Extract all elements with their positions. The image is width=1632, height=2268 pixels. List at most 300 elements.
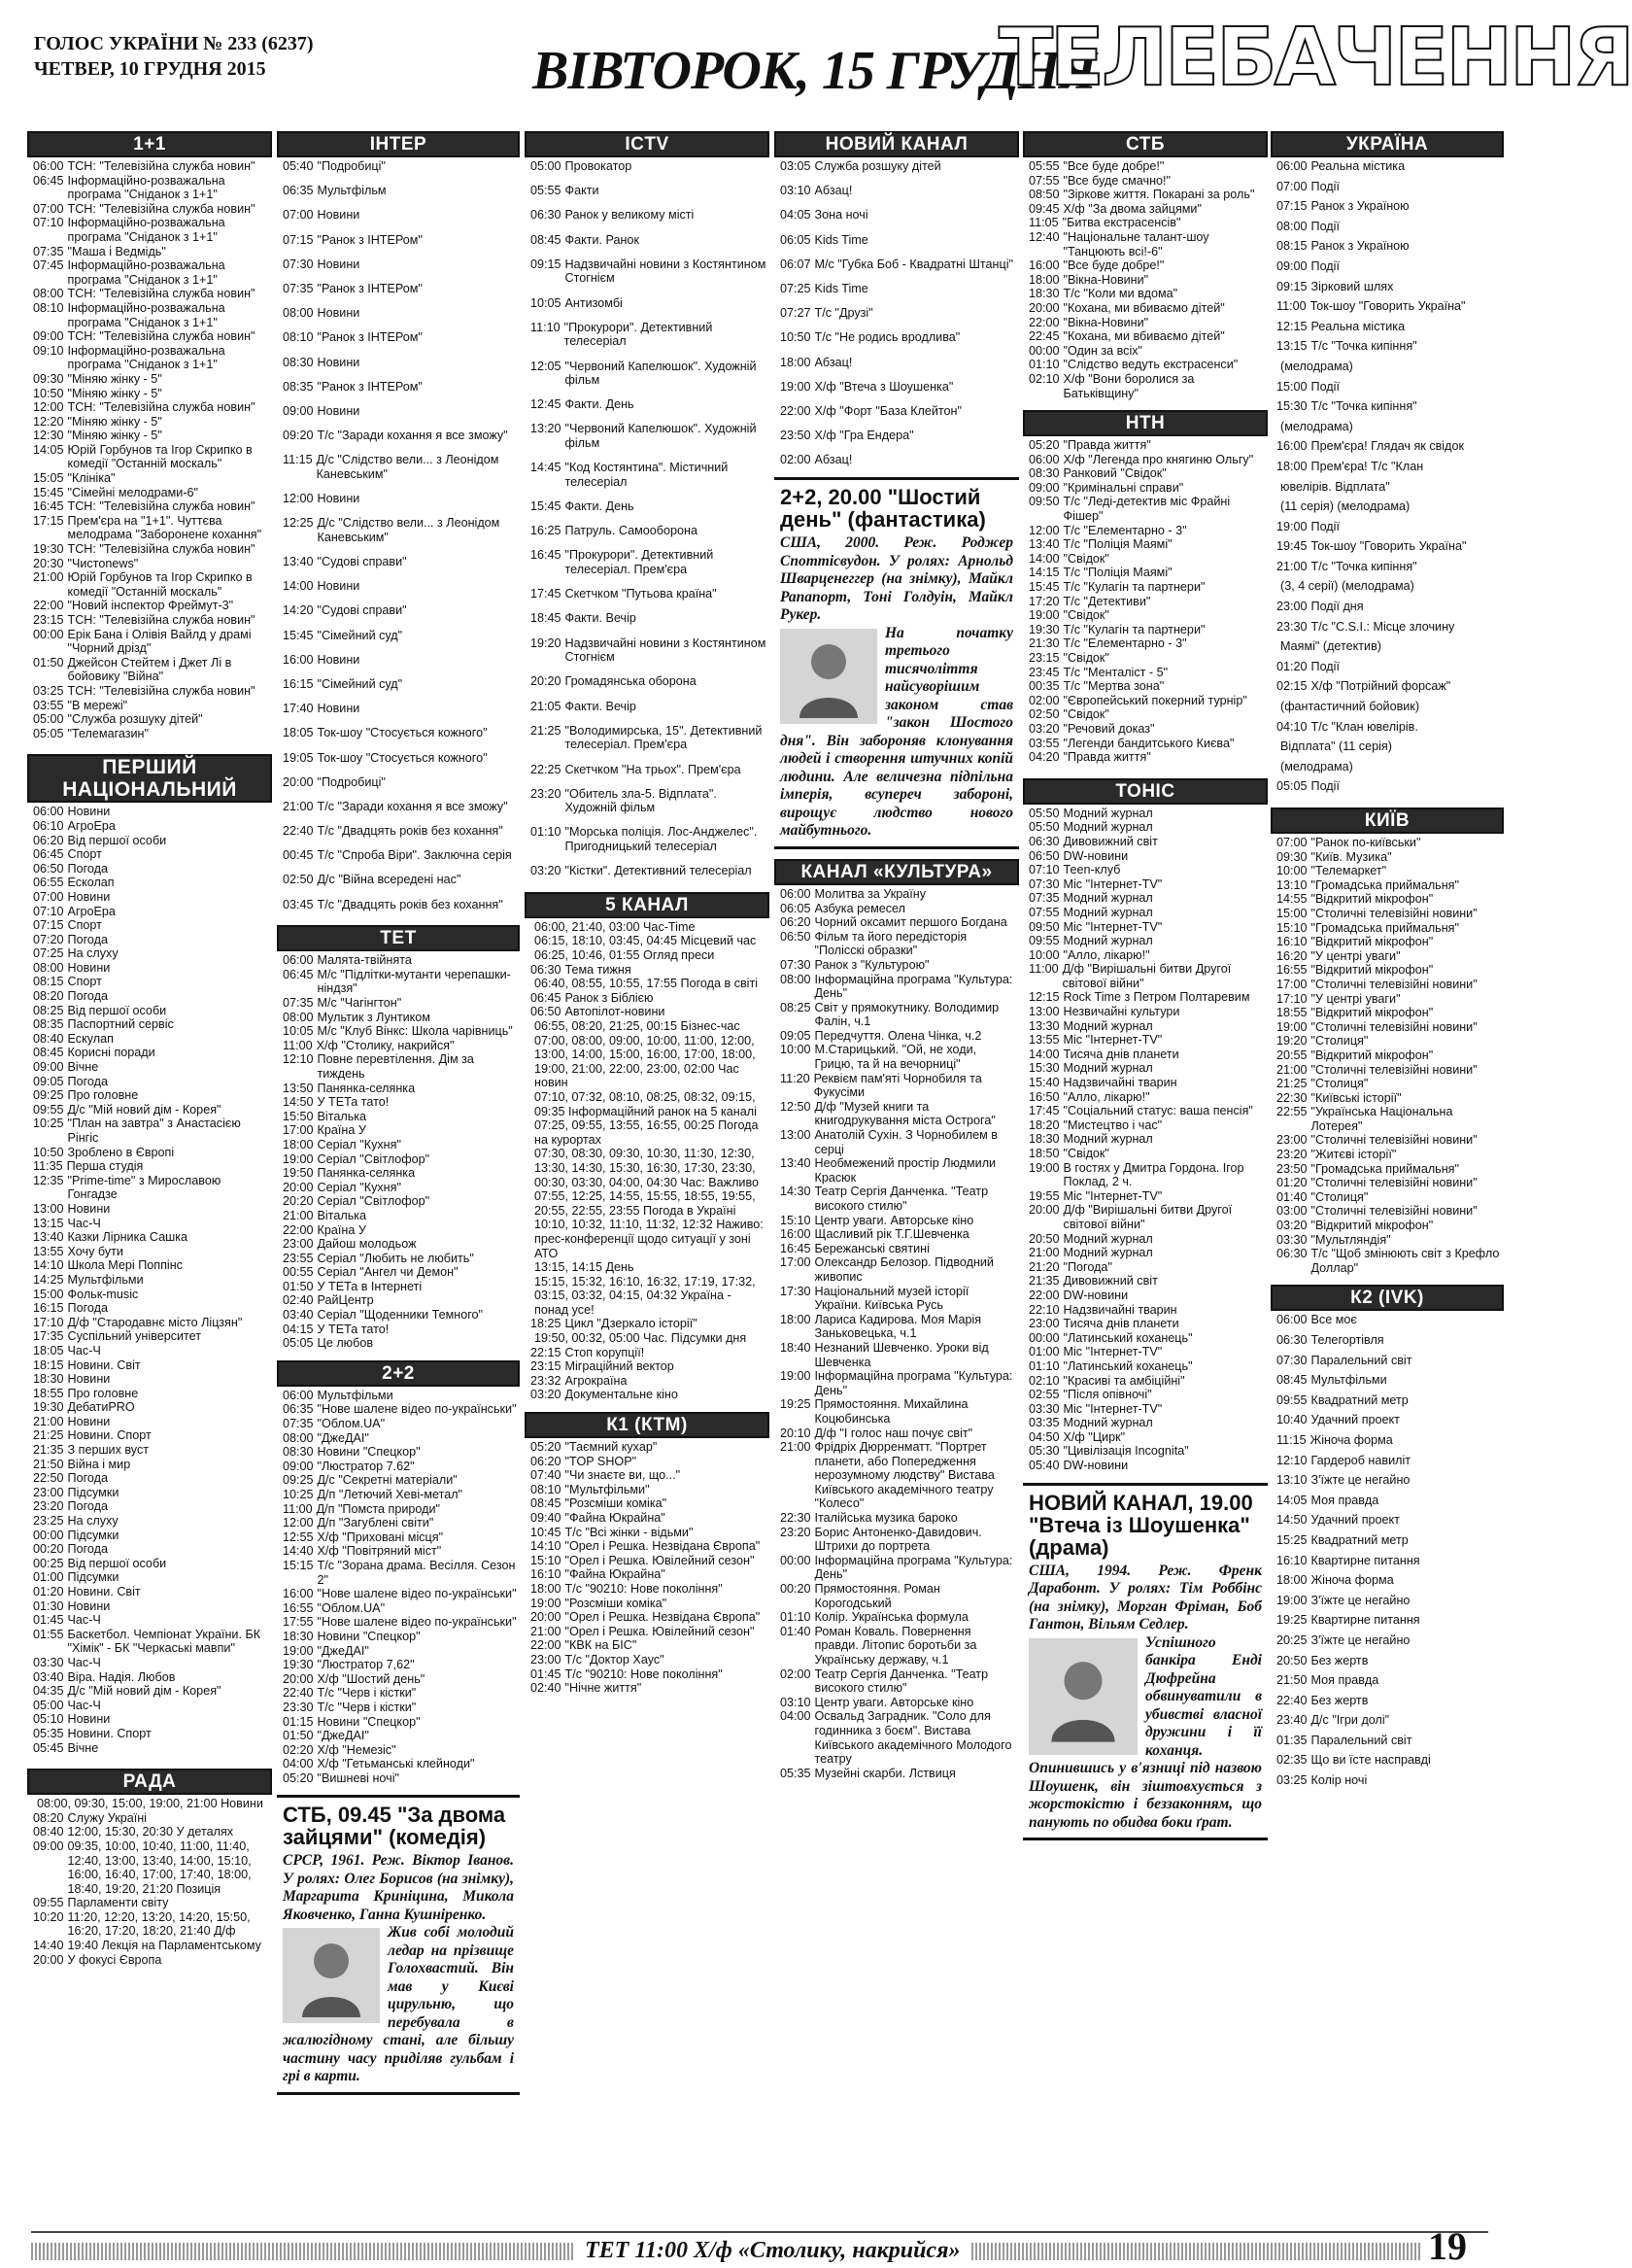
schedule-row (283, 726, 518, 740)
schedule-title: Антизомбі (564, 295, 623, 310)
schedule-row (780, 1511, 1017, 1526)
schedule-row (780, 1397, 1017, 1426)
schedule-row (33, 1017, 270, 1032)
schedule-row (1029, 1374, 1266, 1389)
schedule-title: "Чи знаєте ви, що..." (564, 1468, 681, 1483)
schedule-time: 14:45 (530, 461, 561, 475)
schedule-row (1276, 460, 1502, 474)
schedule-row (1029, 920, 1266, 935)
schedule-title: Модний журнал (1063, 1231, 1153, 1246)
schedule-time: 13:55 (1029, 1033, 1060, 1048)
schedule-row (530, 296, 767, 311)
channel-header: УКРАЇНА (1271, 131, 1504, 157)
schedule-row (780, 1128, 1017, 1156)
schedule-time: 19:05 (283, 750, 314, 765)
schedule-row (33, 1797, 270, 1811)
schedule-row (283, 579, 518, 594)
schedule-row (780, 902, 1017, 916)
schedule-row (283, 555, 518, 569)
schedule-time: 21:00 (780, 1440, 811, 1455)
schedule-title: "Громадська приймальня" (1310, 920, 1459, 935)
issue-line: ГОЛОС УКРАЇНИ № 233 (6237) (34, 33, 314, 54)
schedule-time: 10:00 (1276, 864, 1308, 878)
schedule-time: 08:45 (1276, 1373, 1308, 1388)
schedule-title: Надзвичайні новини з Костянтином Стогнієм (564, 636, 766, 665)
page-footer (31, 2231, 1488, 2268)
schedule-title: Реальна містика (1310, 319, 1406, 333)
schedule-row (283, 380, 518, 395)
schedule-time: 13:00 (780, 1128, 811, 1143)
schedule-title: Лариса Кадирова. Моя Марія Заньковецька, ч.1 (814, 1312, 982, 1341)
schedule-time: 08:20 (33, 989, 64, 1004)
schedule-time: 08:40 (33, 1031, 64, 1046)
schedule-row (33, 1301, 270, 1316)
schedule-time: 13:20 (530, 422, 561, 436)
schedule-title: Серіал "Любить не любить" (317, 1251, 474, 1265)
schedule-title: Д/ф "Вирішальні битви Другої світової війни" (1062, 962, 1232, 990)
schedule-time: 06:45 (283, 967, 314, 981)
schedule-row (1276, 1063, 1502, 1078)
schedule-time: 05:30 (1029, 1444, 1060, 1459)
schedule-title: "У центрі уваги" (1310, 948, 1401, 963)
schedule-row (530, 1511, 767, 1526)
schedule-row (1276, 1753, 1502, 1768)
schedule-title: Д/ф "Стародавнє місто Ліцзян" (67, 1315, 243, 1329)
schedule-time: 11:00 (283, 1038, 313, 1052)
schedule-time: 06:45 (33, 847, 64, 862)
schedule-title: Абзац! (814, 355, 853, 369)
schedule-title: Що ви їсте насправді (1310, 1753, 1431, 1768)
schedule-row (530, 920, 767, 935)
schedule-title: Підсумки (67, 1570, 119, 1585)
schedule-title: Х/ф "За двома зайцями" (1063, 201, 1202, 216)
schedule-time: 01:10 (780, 1610, 811, 1625)
schedule-list (1023, 157, 1268, 400)
schedule-row (1276, 1413, 1502, 1427)
schedule-row (780, 973, 1017, 1001)
schedule-title: Т/с "Коли ми вдома" (1063, 287, 1178, 301)
schedule-title: Паралельний світ (1310, 1353, 1412, 1367)
schedule-row (530, 321, 767, 349)
schedule-time: 10:25 (283, 1488, 314, 1501)
schedule-title: "Червоний Капелюшок". Художній фільм (564, 359, 757, 388)
schedule-title: "Національне талант-шоу "Танцюють всі!-6" (1063, 229, 1209, 258)
schedule-row (1276, 360, 1502, 374)
schedule-time: 14:55 (1276, 892, 1308, 907)
schedule-title: У ТЕТа тато! (317, 1322, 390, 1336)
schedule-row (780, 356, 1017, 370)
schedule-time: 08:30 (283, 1445, 314, 1460)
schedule-title: Д/с "Ігри долі" (1310, 1713, 1390, 1728)
schedule-row (780, 887, 1017, 902)
announcement-synopsis: На початку третього тисячоліття найсуворішим законом став "закон Шостого дня". Він забороняв клонування людей і створення штучних копій людини. Але величезна підпільна імперія, всупереч забороні, вирощує людство нового майбутнього. (780, 624, 1013, 840)
schedule-row (33, 329, 270, 344)
schedule-time: 12:00 (1029, 523, 1060, 537)
schedule-title: Хочу бути (67, 1244, 123, 1258)
schedule-row (283, 1024, 518, 1039)
schedule-time: 03:10 (780, 1695, 811, 1709)
schedule-time: 06:00 (1276, 159, 1308, 173)
schedule-time: 07:30 (780, 957, 811, 972)
schedule-row (33, 1004, 270, 1018)
channel-block-2plus2 (277, 1360, 520, 1786)
schedule-time: 19:50 (283, 1166, 314, 1181)
schedule-row (530, 1388, 767, 1402)
schedule-time: 06:00 (283, 1388, 314, 1402)
schedule-title: "Мультляндія" (1310, 1232, 1391, 1247)
schedule-title: Погода (67, 861, 108, 876)
schedule-title: Моя правда (1310, 1673, 1379, 1688)
schedule-row (530, 360, 767, 388)
schedule-title: Анатолій Сухін. З Чорнобилем в серці (814, 1128, 998, 1156)
schedule-row (1276, 1454, 1502, 1468)
schedule-time: 07:10 (33, 216, 64, 230)
schedule-title: Д/п "Летючий Хеві-метал" (317, 1488, 463, 1501)
schedule-title: Х/ф "Немезіс" (317, 1742, 396, 1757)
schedule-row (780, 1696, 1017, 1710)
schedule-row (283, 1293, 518, 1308)
schedule-row (780, 1156, 1017, 1185)
schedule-row (1276, 259, 1502, 274)
schedule-row (33, 1329, 270, 1344)
schedule-row (780, 1214, 1017, 1228)
schedule-time: 07:30 (1276, 1353, 1308, 1367)
schedule-row (1276, 1204, 1502, 1219)
schedule-time: 15:10 (1276, 920, 1308, 935)
schedule-title: Х/ф "Цирк" (1063, 1429, 1126, 1444)
schedule-title: "Прокурори". Детективний телесеріал. Прем'єра (564, 548, 714, 576)
schedule-title: "Українська Національна Лотерея" (1310, 1105, 1453, 1133)
schedule-row (33, 1486, 270, 1500)
schedule-title: 10:10, 10:32, 11:10, 11:32, 12:32 Наживо: прес-конференції щодо ситуації у зоні АТО (534, 1218, 764, 1260)
schedule-title: Ранок з Україною (1310, 199, 1410, 214)
schedule-row (33, 1387, 270, 1401)
schedule-title: 06:40, 08:55, 10:55, 17:55 Погода в світі (534, 977, 759, 991)
schedule-title: "Prime-time" з Мирославою Гонгадзе (67, 1173, 221, 1202)
schedule-row (283, 1502, 518, 1517)
schedule-row (780, 429, 1017, 443)
schedule-row (283, 1743, 518, 1758)
schedule-title: "У центрі уваги" (1310, 991, 1401, 1006)
schedule-title: Т/с "Заради кохання я все зможу" (317, 799, 508, 813)
schedule-time: 05:05 (1276, 779, 1308, 794)
schedule-row (1029, 1048, 1266, 1062)
schedule-title: "Файна Юкрайна" (564, 1511, 665, 1525)
schedule-time: 06:30 (530, 208, 561, 223)
schedule-time: 19:00 (1276, 519, 1308, 533)
schedule-row (1029, 863, 1266, 877)
schedule-time: 23:00 (530, 1652, 561, 1667)
schedule-time: 18:15 (33, 1357, 64, 1372)
schedule-row (1029, 258, 1266, 273)
schedule-title: Прем'єра! Глядач як свідок (1310, 439, 1464, 454)
schedule-title: Прем'єра! Т/с "Клан (1310, 459, 1424, 473)
schedule-title: М/с "Підлітки-мутанти черепашки-ніндзя" (317, 967, 511, 996)
schedule-title: 19:50, 00:32, 05:00 Час. Підсумки дня (534, 1331, 747, 1346)
schedule-time: 13:10 (1276, 1473, 1308, 1488)
schedule-time: 08:10 (283, 330, 314, 345)
announcement-synopsis: Жив собі молодий ледар на прізвище Голохвастий. Він мав у Києві цирульню, що перебувала в жалюгідному стані, але більшу частину часу приділяв гульбам і грі в карти. (283, 1924, 514, 2085)
schedule-time: 03:55 (1029, 736, 1060, 750)
schedule-time: 19:25 (1276, 1613, 1308, 1628)
schedule-time: 23:20 (33, 1499, 64, 1514)
schedule-time: 08:10 (530, 1482, 561, 1496)
schedule-time: 00:25 (33, 1556, 64, 1570)
schedule-time: 10:50 (780, 330, 811, 345)
schedule-row (33, 570, 270, 599)
schedule-row (530, 864, 767, 878)
schedule-row (33, 542, 270, 557)
schedule-time: 21:00 (283, 799, 314, 813)
schedule-title: Новини (317, 355, 360, 369)
schedule-title: "Ранок з ІНТЕРом" (317, 379, 423, 394)
schedule-title: Ранок з "Культурою" (814, 957, 930, 972)
schedule-time: 19:00 (283, 1151, 314, 1166)
channel-header: ICTV (525, 131, 769, 157)
schedule-row (1276, 1433, 1502, 1448)
schedule-row (283, 1389, 518, 1403)
schedule-title: Т/с "Зорана драма. Весілля. Сезон 2" (317, 1558, 516, 1587)
schedule-title: Д/п "Загублені світи" (317, 1516, 434, 1530)
schedule-row (780, 915, 1017, 930)
schedule-title: Міс "Інтернет-TV" (1063, 1188, 1163, 1203)
schedule-time: 10:05 (530, 295, 561, 310)
schedule-time: 03:20 (1029, 721, 1060, 736)
schedule-time: 18:25 (530, 1317, 561, 1331)
schedule-row (283, 702, 518, 716)
schedule-title: На слуху (67, 1514, 119, 1529)
schedule-row (530, 763, 767, 777)
schedule-row (780, 1029, 1017, 1044)
schedule-row (283, 1615, 518, 1630)
schedule-time: 21:00 (33, 570, 64, 585)
schedule-time: 22:45 (1029, 329, 1060, 344)
schedule-list (525, 918, 769, 1402)
schedule-time: 07:15 (283, 232, 314, 247)
schedule-time: 09:00 (1276, 258, 1308, 273)
schedule-title: Прямостояння. Михайлина Коцюбинська (814, 1397, 969, 1426)
schedule-row (33, 486, 270, 500)
schedule-row (283, 1701, 518, 1715)
schedule-row (530, 825, 767, 853)
schedule-row (1276, 1077, 1502, 1091)
announcement-synopsis: Успішного банкіра Енді Дюфрейна обвинуватили в убивстві власної дружини і її коханця. Опинившись у в'язниці під назвою Шоушенк, він зіштовхується з жорстокістю і беззаконням, що панують по обидва боки ґрат. (1029, 1633, 1262, 1831)
schedule-row (33, 1273, 270, 1288)
schedule-title: "Ранок з ІНТЕРом" (317, 281, 423, 295)
schedule-row (33, 1825, 270, 1839)
channel-header: ТОНІС (1023, 778, 1268, 805)
announcement-credits: СРСР, 1961. Реж. Віктор Іванов. У ролях: Олег Борисов (на знімку), Маргарита Криніцина, Микола Яковченко, Ганна Кушніренко. (283, 1852, 514, 1923)
channel-block-pershyi (27, 754, 272, 1755)
schedule-title: Серіал "Світлофор" (317, 1194, 430, 1209)
schedule-title: Модний журнал (1063, 806, 1153, 820)
schedule-title: "Столиця" (1310, 1077, 1369, 1091)
schedule-time: 09:30 (1276, 849, 1308, 864)
schedule-title: (фантастичний бойовик) (1280, 700, 1420, 714)
schedule-row (530, 1468, 767, 1483)
schedule-time: 03:40 (33, 1669, 64, 1684)
schedule-title: Світ у прямокутнику. Володимир Фалін, ч.1 (814, 1000, 1000, 1029)
announcement-title: НОВИЙ КАНАЛ, 19.00 "Втеча із Шоушенка" (драма) (1029, 1490, 1253, 1560)
schedule-time: 11:15 (1276, 1432, 1307, 1447)
schedule-title: Д/ф "І голос наш почує світ" (814, 1426, 973, 1440)
schedule-row (530, 674, 767, 689)
schedule-title: "Код Костянтина". Містичний телесеріал (564, 461, 729, 489)
schedule-time: 23:15 (33, 613, 64, 627)
schedule-title: Х/ф "Гетьманські клейноди" (317, 1757, 475, 1771)
schedule-title: "Речовий доказ" (1063, 721, 1155, 736)
schedule-time: 08:50 (1029, 188, 1060, 202)
schedule-time: 05:05 (283, 1336, 314, 1351)
schedule-row (1029, 1359, 1266, 1374)
schedule-time: 13:15 (33, 1216, 64, 1230)
schedule-time: 15:45 (33, 485, 64, 499)
schedule-time: 14:50 (1276, 1513, 1308, 1528)
schedule-row (283, 404, 518, 419)
schedule-row (33, 628, 270, 656)
schedule-time: 07:35 (33, 244, 64, 258)
schedule-time: 07:00 (33, 201, 64, 216)
schedule-row (33, 805, 270, 819)
schedule-title: 19:40 Лекція на Парламентському (67, 1939, 261, 1953)
schedule-title: Інформаційна програма "Культура: День" (814, 1553, 1013, 1582)
schedule-row (530, 1260, 767, 1275)
schedule-title: "Київські історії" (1310, 1090, 1402, 1105)
schedule-title: Д/с "Мій новий дім - Корея" (67, 1102, 221, 1117)
schedule-time: 19:00 (283, 1643, 314, 1658)
channel-header: КИЇВ (1271, 808, 1504, 834)
schedule-title: "TOP SHOP" (564, 1454, 637, 1468)
schedule-row (1276, 1148, 1502, 1162)
schedule-title: Міграційний вектор (564, 1359, 674, 1374)
schedule-row (1276, 1673, 1502, 1688)
schedule-row (530, 1483, 767, 1497)
schedule-time: 12:05 (530, 359, 561, 373)
schedule-time: 09:40 (530, 1511, 561, 1525)
schedule-row (530, 1638, 767, 1653)
schedule-title: Війна і мир (67, 1457, 131, 1471)
schedule-title: Факти. Ранок (564, 232, 640, 247)
schedule-title: "Зіркове життя. Покарані за роль" (1063, 188, 1255, 202)
schedule-title: Х/ф "Столику, накрийся" (316, 1038, 455, 1052)
schedule-row (33, 159, 270, 174)
broadcast-day: ВІВТОРОК, 15 ГРУДНЯ (532, 41, 1097, 101)
footer-promo: ТЕТ 11:00 Х/ф «Столику, накрийся» (575, 2237, 969, 2264)
schedule-time: 11:15 (283, 453, 313, 467)
schedule-time: 00:00 (780, 1553, 811, 1567)
schedule-row (1276, 1533, 1502, 1548)
schedule-row (1276, 380, 1502, 395)
schedule-time: 10:50 (33, 1145, 64, 1159)
schedule-row (780, 233, 1017, 248)
announcement-shostyi-den (774, 477, 1019, 849)
schedule-time: 20:00 (530, 1610, 561, 1625)
schedule-row (33, 847, 270, 862)
schedule-time: 05:50 (1029, 806, 1060, 820)
schedule-time: 08:00 (283, 1010, 314, 1024)
schedule-time: 19:30 (33, 542, 64, 557)
schedule-row (780, 1369, 1017, 1397)
schedule-time: 04:15 (283, 1322, 314, 1336)
schedule-row (780, 1100, 1017, 1128)
schedule-time: 21:35 (33, 1443, 64, 1458)
schedule-row (1276, 579, 1502, 594)
schedule-time: 18:00 (780, 1312, 811, 1326)
schedule-row (780, 282, 1017, 296)
schedule-title: Д/ф "Вирішальні битви Другої світової війни" (1063, 1203, 1233, 1231)
schedule-title: "Мистецтво і час" (1063, 1117, 1163, 1132)
schedule-row (33, 946, 270, 961)
announcement-credits: США, 2000. Реж. Роджер Споттісвудон. У ролях: Арнольд Шварценеггер (на знімку), Майкл Рапапорт, Тоні Голдуін, Майкл Рукер. (780, 534, 1013, 624)
schedule-time: 08:00 (33, 960, 64, 975)
schedule-row (283, 159, 518, 174)
schedule-row (283, 1194, 518, 1209)
schedule-title: ТСН: "Телевізійна служба новин" (67, 542, 255, 557)
schedule-time: 06:05 (780, 232, 811, 247)
schedule-row (33, 1202, 270, 1217)
schedule-time: 06:30 (1276, 1333, 1308, 1347)
schedule-time: 23:15 (530, 1359, 561, 1374)
schedule-time: 04:00 (283, 1757, 314, 1771)
schedule-row (33, 1159, 270, 1174)
schedule-time: 10:45 (530, 1525, 561, 1539)
page-number: 19 (1428, 2224, 1467, 2268)
schedule-row (33, 1557, 270, 1571)
schedule-row (1029, 608, 1266, 623)
schedule-title: Т/с "Черв і кістки" (317, 1700, 417, 1714)
schedule-row (530, 611, 767, 626)
schedule-row (1276, 1773, 1502, 1788)
schedule-time: 19:00 (530, 1596, 561, 1610)
channel-header: НОВИЙ КАНАЛ (774, 131, 1019, 157)
actor-photo (780, 629, 877, 724)
schedule-title: Інформаційно-розважальна програма "Сніданок з 1+1" (67, 173, 225, 202)
schedule-row (780, 1426, 1017, 1441)
schedule-title: Модний журнал (1063, 1416, 1153, 1430)
schedule-title: Дивовижний світ (1063, 834, 1158, 848)
schedule-row (1276, 1020, 1502, 1035)
schedule-row (530, 1625, 767, 1639)
schedule-row (530, 461, 767, 489)
schedule-time: 17:10 (33, 1315, 64, 1329)
schedule-row (33, 1103, 270, 1117)
schedule-row (283, 653, 518, 668)
schedule-row (1029, 372, 1266, 400)
schedule-title: "Клініка" (67, 471, 116, 486)
schedule-time: 08:20 (33, 1810, 64, 1825)
schedule-list (525, 157, 769, 878)
schedule-row (33, 301, 270, 329)
schedule-title: Події (1310, 779, 1340, 794)
schedule-time: 20:20 (530, 674, 561, 689)
schedule-time: 14:00 (283, 579, 314, 594)
schedule-row (1276, 199, 1502, 214)
schedule-title: Громадянська оборона (564, 674, 697, 689)
schedule-title: Ескулап (67, 1031, 114, 1046)
schedule-time: 16:15 (33, 1301, 64, 1316)
schedule-time: 19:30 (283, 1658, 314, 1672)
schedule-title: Новини "Спецкор" (317, 1629, 421, 1643)
schedule-time: 06:50 (530, 1005, 561, 1019)
schedule-row (1029, 216, 1266, 230)
schedule-row (283, 1530, 518, 1545)
schedule-row (1029, 552, 1266, 567)
schedule-row (1029, 1402, 1266, 1417)
schedule-time: 09:45 (1029, 201, 1060, 216)
schedule-time: 10:00 (1029, 947, 1060, 962)
schedule-row (1276, 836, 1502, 850)
schedule-time: 22:15 (530, 1345, 561, 1359)
